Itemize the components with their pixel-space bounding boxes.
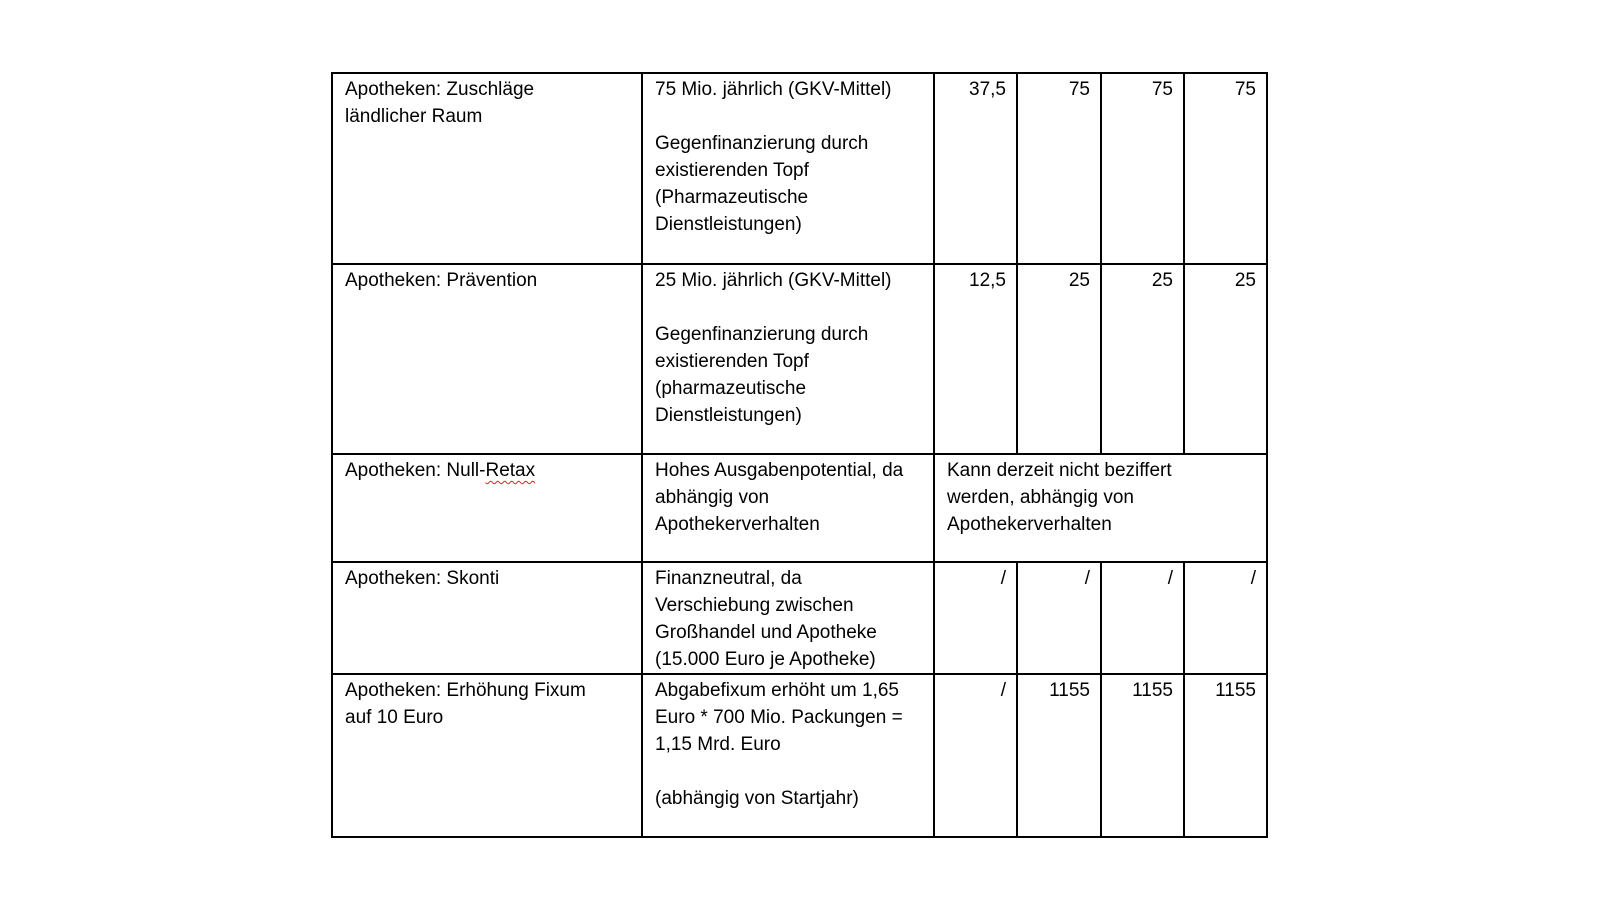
row-description-cell	[642, 264, 934, 454]
description-line: 1,15 Mrd. Euro	[655, 734, 781, 755]
row-label-cell	[332, 73, 642, 264]
description-line: Apothekerverhalten	[655, 514, 820, 535]
merged-value-cell	[934, 454, 1267, 562]
description-line: Finanzneutral, da	[655, 568, 802, 589]
row-label-line: Apotheken: Skonti	[345, 568, 500, 589]
description-line: Gegenfinanzierung durch	[655, 133, 869, 154]
paragraph-gap	[655, 294, 923, 321]
description-line: existierenden Topf	[655, 160, 809, 181]
row-label-line: Apotheken: Prävention	[345, 270, 538, 291]
row-label-line: Apotheken: Zuschläge	[345, 79, 535, 100]
value-cell-year-3: 25	[1101, 264, 1184, 454]
spellcheck-flagged-word: Retax	[485, 460, 536, 481]
row-label-line	[345, 457, 631, 484]
value-cell-year-1: 37,5	[934, 73, 1017, 264]
description-line: 75 Mio. jährlich (GKV-Mittel)	[655, 79, 892, 100]
table-row	[332, 454, 1267, 562]
value-cell-year-1: /	[934, 562, 1017, 674]
value-cell-year-1: 12,5	[934, 264, 1017, 454]
value-cell-year-2: 75	[1017, 73, 1101, 264]
value-cell-year-3: 75	[1101, 73, 1184, 264]
value-cell-year-3: /	[1101, 562, 1184, 674]
description-line: Dienstleistungen)	[655, 405, 802, 426]
row-label-line: ländlicher Raum	[345, 106, 483, 127]
value-cell-year-4: /	[1184, 562, 1267, 674]
description-line: abhängig von	[655, 487, 770, 508]
description-line: Euro * 700 Mio. Packungen =	[655, 707, 903, 728]
value-cell-year-1: /	[934, 674, 1017, 837]
row-description-cell	[642, 562, 934, 674]
description-line: (pharmazeutische	[655, 378, 807, 399]
merged-value-line: werden, abhängig von	[947, 487, 1134, 508]
row-description-cell	[642, 674, 934, 837]
row-label-cell	[332, 562, 642, 674]
row-label-line: Apotheken: Erhöhung Fixum	[345, 680, 586, 701]
description-line: (Pharmazeutische	[655, 187, 809, 208]
row-label-line: auf 10 Euro	[345, 707, 444, 728]
value-cell-year-2: 1155	[1017, 674, 1101, 837]
row-description-cell	[642, 454, 934, 562]
row-label-cell	[332, 674, 642, 837]
description-line: (abhängig von Startjahr)	[655, 788, 859, 809]
merged-value-line: Apothekerverhalten	[947, 514, 1112, 535]
table-row	[332, 674, 1267, 837]
value-cell-year-4: 75	[1184, 73, 1267, 264]
description-line: Hohes Ausgabenpotential, da	[655, 460, 904, 481]
row-label-cell	[332, 454, 642, 562]
description-line: Verschiebung zwischen	[655, 595, 854, 616]
description-line: Abgabefixum erhöht um 1,65	[655, 680, 899, 701]
paragraph-gap	[655, 103, 923, 130]
table-row	[332, 562, 1267, 674]
row-description-cell	[642, 73, 934, 264]
value-cell-year-3: 1155	[1101, 674, 1184, 837]
merged-value-line: Kann derzeit nicht beziffert	[947, 460, 1172, 481]
row-label-cell	[332, 264, 642, 454]
value-cell-year-4: 1155	[1184, 674, 1267, 837]
table-row	[332, 73, 1267, 264]
cost-table	[331, 72, 1268, 838]
description-line: (15.000 Euro je Apotheke)	[655, 649, 876, 670]
paragraph-gap	[655, 758, 923, 785]
description-line: Gegenfinanzierung durch	[655, 324, 869, 345]
description-line: existierenden Topf	[655, 351, 809, 372]
description-line: 25 Mio. jährlich (GKV-Mittel)	[655, 270, 892, 291]
row-label-prefix: Apotheken: Null-	[345, 460, 486, 481]
value-cell-year-2: /	[1017, 562, 1101, 674]
value-cell-year-2: 25	[1017, 264, 1101, 454]
description-line: Dienstleistungen)	[655, 214, 802, 235]
value-cell-year-4: 25	[1184, 264, 1267, 454]
table-row	[332, 264, 1267, 454]
description-line: Großhandel und Apotheke	[655, 622, 877, 643]
